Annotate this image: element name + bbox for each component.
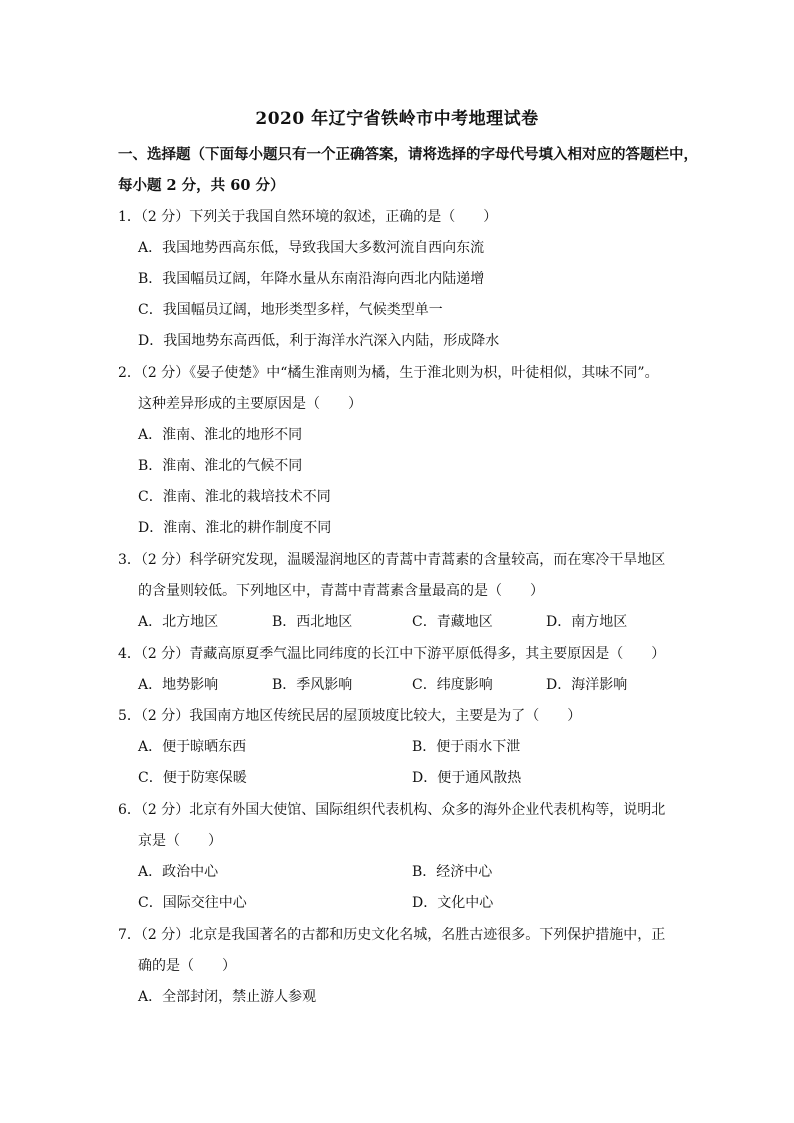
question-3-option-b: B．西北地区 <box>272 614 353 630</box>
question-4-option-b: B．季风影响 <box>272 677 353 693</box>
question-7-stem: 7．（2 分）北京是我国著名的古都和历史文化名城，名胜古迹很多。下列保护措施中，正 <box>118 927 666 943</box>
question-5-stem: 5．（2 分）我国南方地区传统民居的屋顶坡度比较大，主要是为了（ ） <box>118 708 582 724</box>
question-2-option-a: A．淮南、淮北的地形不同 <box>138 427 303 443</box>
question-2-stem-cont: 这种差异形成的主要原因是（ ） <box>138 396 362 412</box>
question-2-option-b: B．淮南、淮北的气候不同 <box>138 458 303 474</box>
question-3-option-a: A．北方地区 <box>138 614 219 630</box>
question-3-stem-cont: 的含量则较低。下列地区中，青蒿中青蒿素含量最高的是（ ） <box>138 583 544 599</box>
question-1-option-a: A．我国地势西高东低，导致我国大多数河流自西向东流 <box>138 240 485 256</box>
question-5-option-c: C．便于防寒保暖 <box>138 770 247 786</box>
section-heading <box>118 139 698 201</box>
question-1-option-d: D．我国地势东高西低，利于海洋水汽深入内陆，形成降水 <box>138 333 500 349</box>
question-4-option-d: D．海洋影响 <box>546 677 628 693</box>
question-6-option-d: D．文化中心 <box>412 895 494 911</box>
question-3-stem: 3．（2 分）科学研究发现，温暖湿润地区的青蒿中青蒿素的含量较高，而在寒冷干旱地区 <box>118 552 666 568</box>
question-2-option-c: C．淮南、淮北的栽培技术不同 <box>138 489 331 505</box>
question-1-stem: 1．（2 分）下列关于我国自然环境的叙述，正确的是（ ） <box>118 209 498 225</box>
question-7-option-a: A．全部封闭，禁止游人参观 <box>138 989 317 1005</box>
page-title: 2020 年辽宁省铁岭市中考地理试卷 <box>255 109 539 129</box>
question-3-option-c: C．青藏地区 <box>412 614 493 630</box>
section-heading-line2: 每小题 2 分，共 60 分） <box>118 177 285 194</box>
question-7-stem-cont: 确的是（ ） <box>138 958 236 974</box>
question-2-stem: 2．（2 分）《晏子使楚》中“橘生淮南则为橘，生于淮北则为枳，叶徒相似，其味不同”。 <box>118 365 659 381</box>
question-3-option-d: D．南方地区 <box>546 614 628 630</box>
question-6-option-c: C．国际交往中心 <box>138 895 247 911</box>
question-1-option-b: B．我国幅员辽阔，年降水量从东南沿海向西北内陆递增 <box>138 271 485 287</box>
question-5-option-b: B．便于雨水下泄 <box>412 739 521 755</box>
section-heading-line1: 一、选择题（下面每小题只有一个正确答案，请将选择的字母代号填入相对应的答题栏中， <box>118 146 698 163</box>
question-6-option-b: B．经济中心 <box>412 864 493 880</box>
question-6-option-a: A．政治中心 <box>138 864 219 880</box>
question-5-option-a: A．便于晾晒东西 <box>138 739 247 755</box>
question-1-option-c: C．我国幅员辽阔，地形类型多样，气候类型单一 <box>138 302 443 318</box>
question-6-stem-cont: 京是（ ） <box>138 833 222 849</box>
question-5-option-d: D．便于通风散热 <box>412 770 522 786</box>
question-4-stem: 4．（2 分）青藏高原夏季气温比同纬度的长江中下游平原低得多，其主要原因是（ ） <box>118 646 666 662</box>
question-2-option-d: D．淮南、淮北的耕作制度不同 <box>138 520 332 536</box>
question-4-option-a: A．地势影响 <box>138 677 219 693</box>
question-6-stem: 6．（2 分）北京有外国大使馆、国际组织代表机构、众多的海外企业代表机构等，说明北 <box>118 802 666 818</box>
question-4-option-c: C．纬度影响 <box>412 677 493 693</box>
